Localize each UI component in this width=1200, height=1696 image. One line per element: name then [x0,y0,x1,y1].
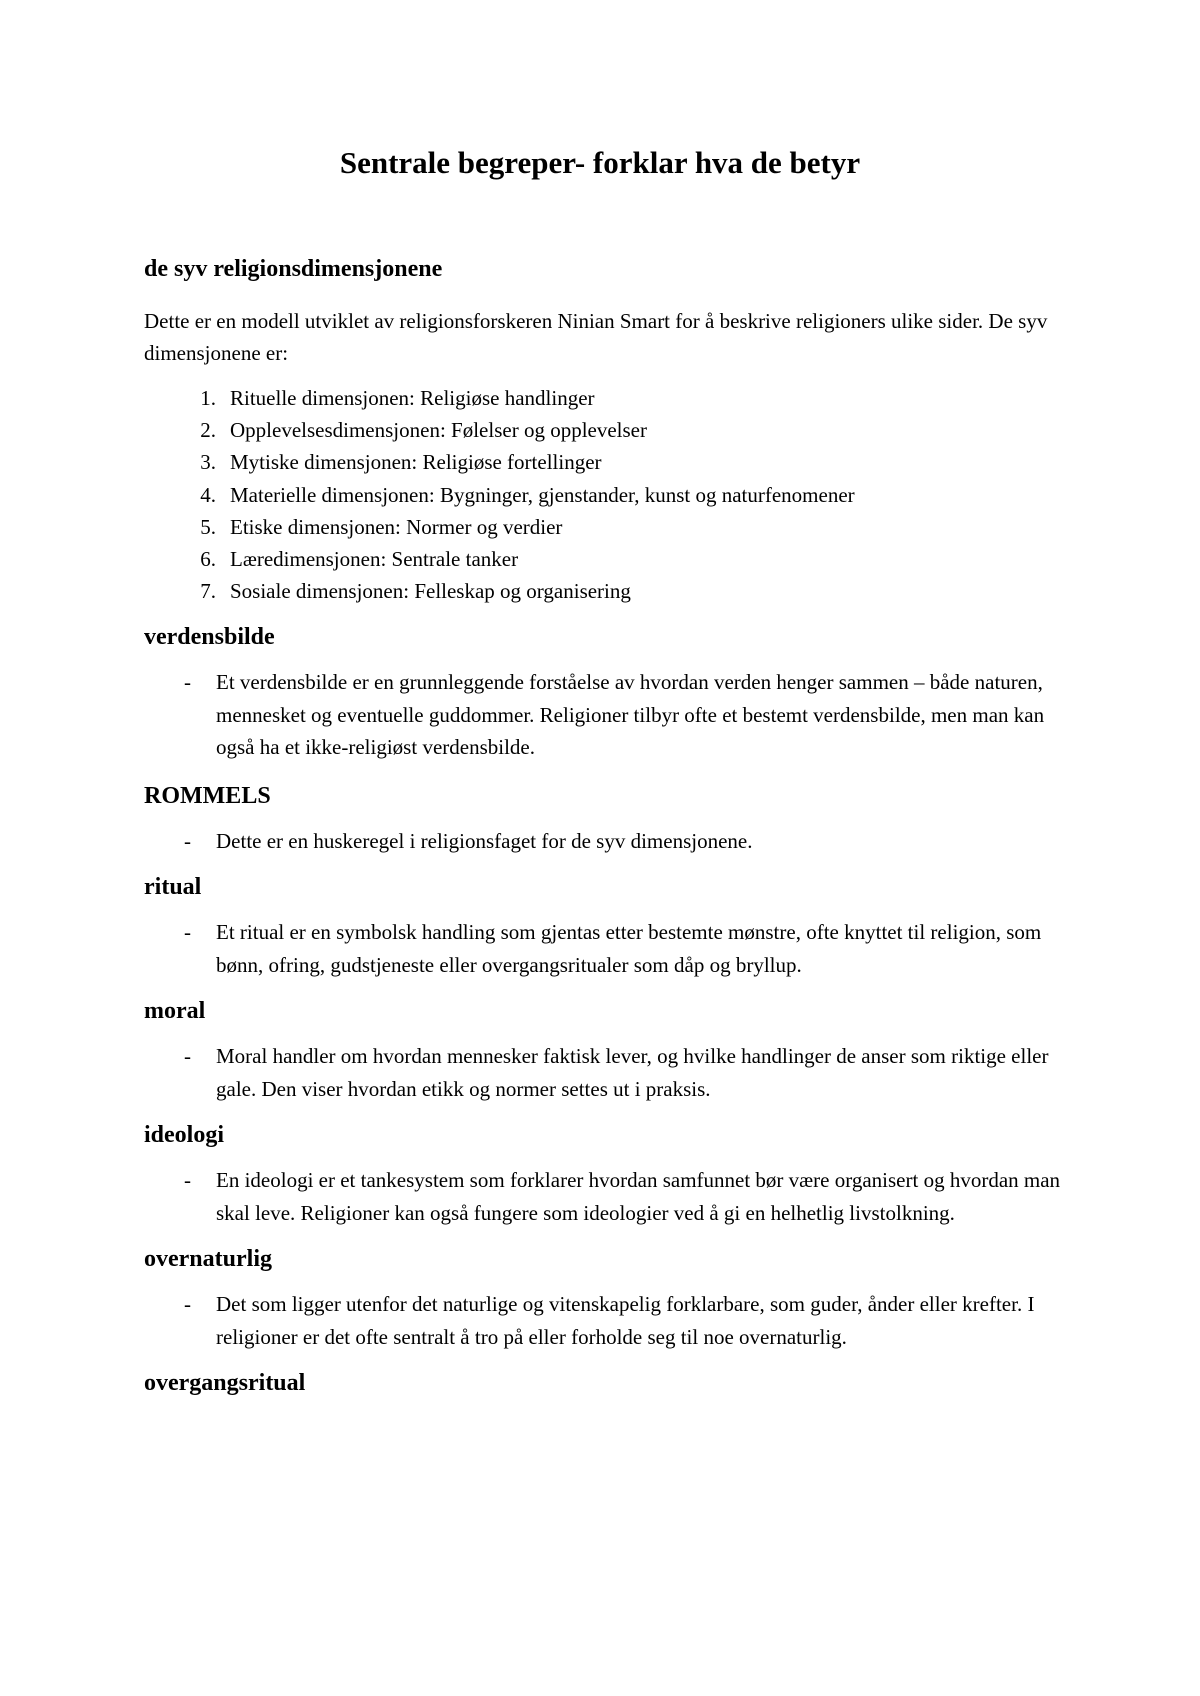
list-item-text: Mytiske dimensjonen: Religiøse fortellinger [230,450,602,475]
list-number: 7. [200,579,216,604]
list-item [144,446,1074,478]
section-heading: overnaturlig [144,1246,272,1273]
list-item [144,916,1074,981]
dimensions-list [144,382,1074,607]
list-item [144,414,1074,446]
list-number: 5. [200,514,216,539]
definition-list [144,1288,1074,1353]
section-heading: overgangsritual [144,1370,306,1397]
section-heading: moral [144,998,206,1025]
bullet-dash: - [184,920,191,945]
list-item [144,479,1074,511]
list-item [144,1288,1074,1353]
list-number: 6. [200,547,216,572]
list-item [144,575,1074,607]
definition-list [144,1164,1074,1229]
definition-list [144,916,1074,981]
definition-list [144,825,1074,858]
bullet-dash: - [184,1044,191,1069]
section-heading: de syv religionsdimensjonene [144,256,443,282]
definition-text: Moral handler om hvordan mennesker faktisk lever, og hvilke handlinger de anser som riktige eller gale. Den viser hvordan etikk og normer settes ut i praksis. [216,1044,1049,1101]
list-number: 1. [200,386,216,410]
list-item [144,543,1074,575]
list-item [144,666,1074,764]
list-item [144,382,1074,414]
list-item-text: Rituelle dimensjonen: Religiøse handlinger [230,386,595,410]
section-heading: ROMMELS [144,782,271,809]
list-item-text: Etiske dimensjonen: Normer og verdier [230,514,563,539]
list-item-text: Sosiale dimensjonen: Felleskap og organisering [230,579,631,604]
list-item [144,1040,1074,1105]
section-heading: ideologi [144,1122,225,1149]
list-item-text: Materielle dimensjonen: Bygninger, gjenstander, kunst og naturfenomener [230,482,855,507]
definition-text: Dette er en huskeregel i religionsfaget for de syv dimensjonene. [216,828,753,853]
definition-text: Et verdensbilde er en grunnleggende forståelse av hvordan verden henger sammen – både naturen, mennesket og eventuelle guddommer. Religioner tilbyr ofte et bestemt verdensbilde, men man kan også ha et ikke-religiøst verdensbilde. [216,670,1045,760]
list-number: 4. [200,482,216,507]
definition-list [144,1040,1074,1105]
list-item [144,825,1074,858]
definition-text: En ideologi er et tankesystem som forklarer hvordan samfunnet bør være organisert og hvordan man skal leve. Religioner kan også fungere som ideologier ved å gi en helhetlig livstolkning. [216,1168,1061,1225]
list-item-text: Læredimensjonen: Sentrale tanker [230,547,519,572]
list-number: 3. [200,450,216,475]
section-heading: verdensbilde [144,624,275,651]
list-item [144,1164,1074,1229]
list-number: 2. [200,418,216,443]
document-body [144,253,1074,1399]
section-heading: ritual [144,874,202,901]
list-item-text: Opplevelsesdimensjonen: Følelser og opplevelser [230,418,647,443]
bullet-dash: - [184,1168,191,1193]
section-paragraph: Dette er en modell utviklet av religionsforskeren Ninian Smart for å beskrive religioners ulike sider. De syv dimensjonene er: [144,309,1048,365]
definition-text: Det som ligger utenfor det naturlige og vitenskapelig forklarbare, som guder, ånder eller krefter. I religioner er det ofte sentralt å tro på eller forholde seg til noe overnaturlig. [216,1292,1035,1349]
definition-list [144,666,1074,764]
definition-text: Et ritual er en symbolsk handling som gjentas etter bestemte mønstre, ofte knyttet til religion, som bønn, ofring, gudstjeneste eller overgangsritualer som dåp og bryllup. [216,920,1042,977]
list-item [144,511,1074,543]
bullet-dash: - [184,670,191,695]
bullet-dash: - [184,828,191,853]
page-title: Sentrale begreper- forklar hva de betyr [339,145,861,180]
bullet-dash: - [184,1292,191,1317]
